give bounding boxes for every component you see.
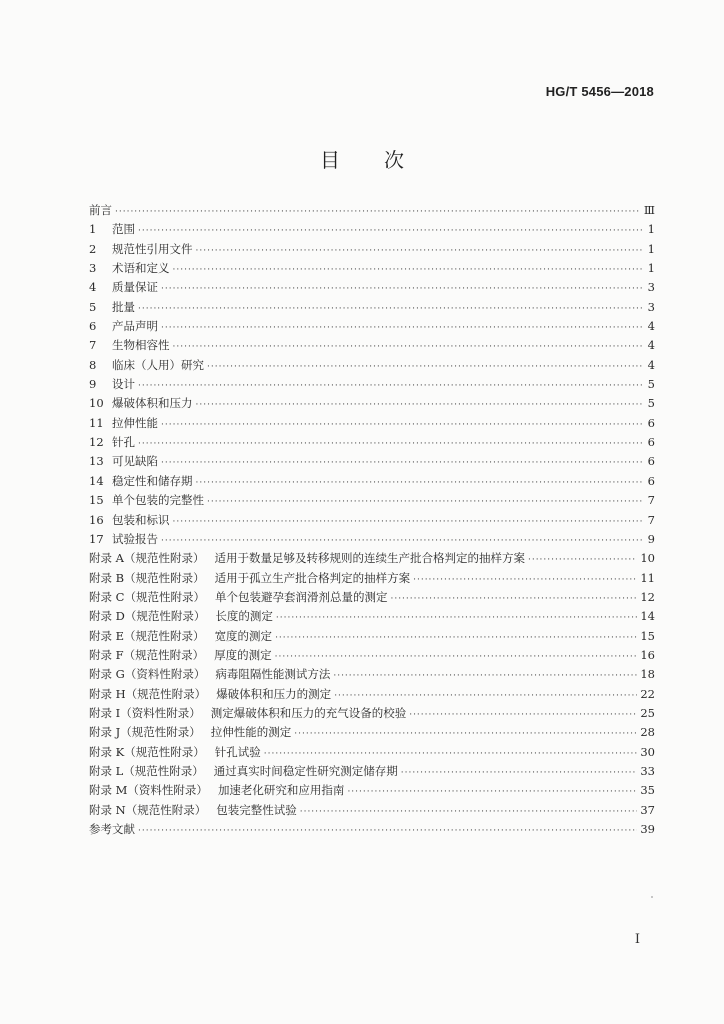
toc-entry-description: 测定爆破体积和压力的充气设备的校验 [210,705,407,720]
toc-entry-page: 35 [640,783,655,798]
toc-entry-title: 产品声明 [112,319,158,334]
toc-entry-page: 1 [647,261,655,276]
toc-entry-title: 包装和标识 [112,512,170,527]
toc-entry-page: 3 [647,299,655,314]
toc-dot-leader [207,358,642,377]
toc-entry-description: 病毒阻隔性能测试方法 [215,667,331,682]
toc-entry-description: 加速老化研究和应用指南 [217,783,345,798]
toc-entry-page: 4 [647,357,655,372]
toc-entry-page: 5 [647,396,655,411]
toc-entry-title: 试验报告 [112,531,158,546]
toc-entry[interactable] [89,665,655,684]
toc-entry-description: 针孔试验 [214,744,261,759]
toc-entry-title: 附录 H（规范性附录） [89,686,207,701]
toc-entry-page: 33 [640,763,655,778]
toc-entry[interactable] [89,220,655,239]
toc-dot-leader [173,261,643,280]
toc-dot-leader [138,377,642,396]
toc-entry[interactable] [89,375,655,394]
toc-entry-page: 39 [640,822,655,836]
toc-entry[interactable] [89,336,655,355]
title-char: 次 [384,148,404,172]
toc-dot-leader [528,551,637,570]
toc-entry-description: 适用于孤立生产批合格判定的抽样方案 [214,570,411,585]
toc-entry-page: Ⅲ [643,203,655,217]
toc-entry-title: 针孔 [112,435,135,450]
toc-entry-description: 爆破体积和压力的测定 [216,686,332,701]
toc-entry-page: 25 [640,705,655,720]
toc-entry-page: 6 [647,454,655,469]
toc-entry-page: 30 [640,744,655,759]
toc-entry-page: 12 [640,589,655,604]
toc-entry-page: 9 [647,531,655,546]
toc-dot-leader [300,803,638,822]
toc-entry-title: 单个包装的完整性 [112,493,204,508]
toc-entry-number: 12 [89,435,104,450]
toc-entry[interactable] [89,433,655,452]
toc-entry[interactable] [89,511,655,530]
toc-dot-leader [275,629,637,648]
toc-entry-title: 附录 E（规范性附录） [89,628,205,643]
toc-entry-number: 6 [89,319,97,334]
toc-entry-number: 14 [89,473,104,488]
toc-entry-page: 16 [640,647,655,662]
toc-entry-title: 规范性引用文件 [112,241,193,256]
toc-entry-description: 长度的测定 [215,609,273,624]
toc-dot-leader [173,338,643,357]
toc-dot-leader [161,454,642,473]
toc-entry[interactable] [89,743,655,762]
page-title [0,144,724,173]
toc-dot-leader [294,725,637,744]
toc-dot-leader [409,706,637,725]
toc-entry-description: 适用于数量足够及转移规则的连续生产批合格判定的抽样方案 [214,551,525,566]
toc-entry[interactable] [89,240,655,259]
toc-entry[interactable] [89,452,655,471]
toc-entry[interactable] [89,491,655,510]
toc-entry-page: 18 [640,667,655,682]
toc-entry[interactable] [89,278,655,297]
toc-entry-number: 9 [89,377,97,392]
toc-entry[interactable] [89,820,655,839]
toc-entry-description: 厚度的测定 [214,647,272,662]
toc-entry-description: 宽度的测定 [214,628,273,643]
toc-entry[interactable] [89,356,655,375]
toc-entry-page: 1 [647,241,655,256]
toc-entry-title: 附录 J（规范性附录） [89,725,201,740]
page-number: I [634,932,640,947]
toc-entry-number: 7 [89,338,97,353]
toc-entry-page: 6 [647,415,655,430]
toc-entry-number: 8 [89,357,97,372]
toc-dot-leader [138,822,637,841]
toc-entry-number: 2 [89,241,97,256]
toc-dot-leader [401,764,638,783]
toc-entry-number: 1 [89,222,97,237]
toc-entry[interactable] [89,781,655,800]
toc-entry-title: 术语和定义 [112,261,170,276]
toc-entry-description: 通过真实时间稳定性研究测定储存期 [213,763,398,778]
toc-dot-leader [138,300,642,319]
toc-entry-page: 3 [647,280,655,295]
toc-dot-leader [276,609,637,628]
toc-entry-page: 7 [647,512,655,527]
toc-entry[interactable] [89,414,655,433]
toc-entry-title: 附录 B（规范性附录） [89,570,205,585]
toc-entry[interactable] [89,201,655,220]
toc-entry-title: 附录 F（规范性附录） [89,647,205,662]
toc-entry-title: 附录 D（规范性附录） [89,609,206,624]
toc-entry-page: 4 [647,338,655,353]
toc-entry-title: 附录 A（规范性附录） [89,551,205,566]
toc-entry-page: 11 [640,570,655,585]
toc-entry[interactable] [89,801,655,820]
toc-entry[interactable] [89,627,655,646]
toc-entry[interactable] [89,549,655,568]
toc-entry-page: 6 [647,435,655,450]
toc-entry[interactable] [89,762,655,781]
toc-entry-page: 15 [640,628,655,643]
toc-entry-number: 5 [89,299,97,314]
toc-dot-leader [161,280,642,299]
toc-entry-page: 4 [647,319,655,334]
toc-dot-leader [138,222,642,241]
toc-entry-page: 28 [640,725,655,740]
toc-entry-page: 6 [647,473,655,488]
toc-entry-number: 13 [89,454,104,469]
toc-entry[interactable] [89,723,655,742]
toc-entry-title: 参考文献 [89,822,135,836]
toc-dot-leader [138,435,642,454]
toc-dot-leader [161,319,642,338]
toc-entry-number: 4 [89,280,97,295]
table-of-contents [89,201,655,839]
toc-entry-title: 质量保证 [112,280,158,295]
toc-entry[interactable] [89,394,655,413]
document-number: HG/T 5456—2018 [545,84,654,99]
toc-entry[interactable] [89,704,655,723]
toc-dot-leader [347,783,637,802]
toc-entry-page: 5 [647,377,655,392]
toc-dot-leader [333,667,637,686]
toc-entry-description: 单个包装避孕套润滑剂总量的测定 [214,589,388,604]
toc-entry[interactable] [89,472,655,491]
toc-entry-title: 前言 [89,203,112,217]
toc-dot-leader [173,513,643,532]
toc-entry[interactable] [89,646,655,665]
toc-entry[interactable] [89,685,655,704]
title-char: 目 [320,148,340,172]
toc-entry-page: 7 [647,493,655,508]
toc-entry-title: 临床（人用）研究 [112,357,204,372]
toc-dot-leader [196,474,643,493]
toc-entry-title: 附录 N（规范性附录） [89,802,207,817]
toc-entry-title: 爆破体积和压力 [112,396,193,411]
toc-entry-title: 可见缺陷 [112,454,158,469]
toc-entry-title: 拉伸性能 [112,415,158,430]
toc-dot-leader [115,203,641,222]
toc-entry-title: 附录 L（规范性附录） [89,763,204,778]
toc-entry[interactable] [89,569,655,588]
toc-entry-page: 37 [640,802,655,817]
toc-dot-leader [207,493,642,512]
toc-entry-page: 1 [647,222,655,237]
toc-dot-leader [196,396,643,415]
toc-entry-title: 附录 I（资料性附录） [89,705,201,720]
toc-entry-title: 稳定性和储存期 [112,473,193,488]
toc-dot-leader [413,571,637,590]
toc-entry-title: 设计 [112,377,135,392]
toc-entry[interactable] [89,607,655,626]
scan-speck [651,896,653,898]
toc-entry-page: 22 [640,686,655,701]
toc-entry-title: 附录 M（资料性附录） [89,783,208,798]
toc-entry-page: 10 [640,551,655,566]
toc-entry[interactable] [89,259,655,278]
toc-entry[interactable] [89,317,655,336]
toc-entry[interactable] [89,530,655,549]
toc-entry-number: 17 [89,531,104,546]
toc-dot-leader [390,590,637,609]
toc-entry-title: 生物相容性 [112,338,170,353]
toc-entry-title: 附录 G（资料性附录） [89,667,206,682]
toc-entry-number: 16 [89,512,104,527]
toc-entry-number: 11 [89,415,104,430]
toc-dot-leader [161,416,642,435]
toc-entry-title: 批量 [112,299,135,314]
toc-entry-number: 15 [89,493,104,508]
toc-entry[interactable] [89,588,655,607]
toc-entry-title: 附录 K（规范性附录） [89,744,205,759]
toc-entry-title: 附录 C（规范性附录） [89,589,205,604]
toc-dot-leader [196,242,643,261]
toc-entry-number: 3 [89,261,97,276]
toc-entry-page: 14 [640,609,655,624]
toc-entry-title: 范围 [112,222,135,237]
toc-entry-description: 包装完整性试验 [216,802,297,817]
toc-entry[interactable] [89,298,655,317]
toc-entry-number: 10 [89,396,104,411]
toc-entry-description: 拉伸性能的测定 [210,725,292,740]
